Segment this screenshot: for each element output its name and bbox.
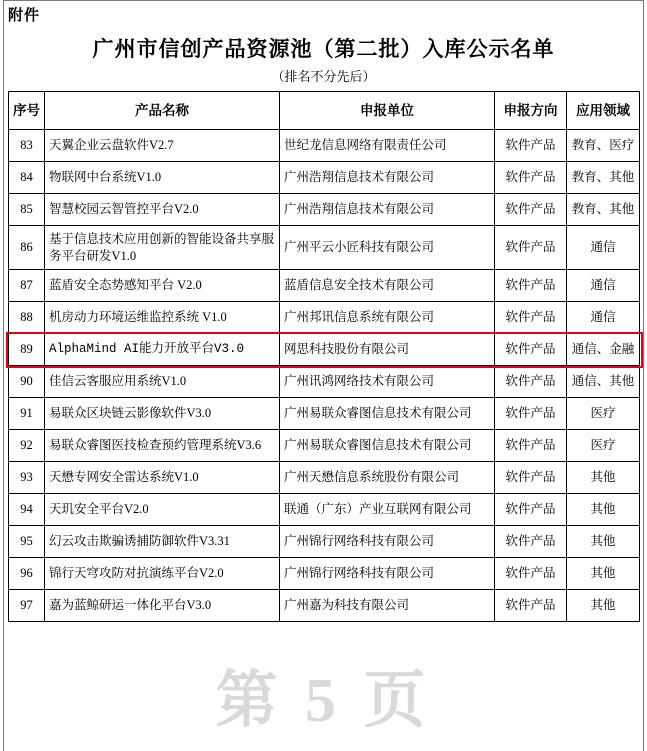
cell-direction: 软件产品 — [495, 226, 567, 270]
table-row — [9, 270, 640, 302]
product-listing-table — [8, 91, 640, 622]
cell-no: 86 — [9, 226, 45, 270]
cell-field: 通信、其他 — [567, 366, 640, 398]
table-row — [9, 558, 640, 590]
cell-direction: 软件产品 — [495, 162, 567, 194]
cell-no: 97 — [9, 590, 45, 622]
cell-direction: 软件产品 — [495, 194, 567, 226]
cell-field: 通信 — [567, 302, 640, 334]
table-row — [9, 162, 640, 194]
cell-direction: 软件产品 — [495, 494, 567, 526]
cell-organization: 广州浩翔信息技术有限公司 — [280, 162, 495, 194]
title-block — [4, 28, 643, 91]
cell-product-name: 物联网中台系统V1.0 — [45, 162, 280, 194]
cell-field: 通信 — [567, 226, 640, 270]
table-row — [9, 494, 640, 526]
cell-organization: 网思科技股份有限公司 — [280, 334, 495, 366]
cell-organization: 联通（广东）产业互联网有限公司 — [280, 494, 495, 526]
table-row — [9, 130, 640, 162]
cell-field: 其他 — [567, 462, 640, 494]
cell-product-name: 基于信息技术应用创新的智能设备共享服务平台研发V1.0 — [45, 226, 280, 270]
cell-no: 92 — [9, 430, 45, 462]
cell-organization: 广州易联众睿图信息技术有限公司 — [280, 398, 495, 430]
cell-product-name: 天玑安全平台V2.0 — [45, 494, 280, 526]
cell-no: 90 — [9, 366, 45, 398]
cell-direction: 软件产品 — [495, 302, 567, 334]
cell-product-name: 嘉为蓝鲸研运一体化平台V3.0 — [45, 590, 280, 622]
cell-no: 88 — [9, 302, 45, 334]
table-row — [9, 398, 640, 430]
page-subtitle: （排名不分先后） — [271, 69, 376, 85]
table-row — [9, 590, 640, 622]
cell-direction: 软件产品 — [495, 430, 567, 462]
cell-product-name: 幻云攻击欺骗诱捕防御软件V3.31 — [45, 526, 280, 558]
cell-direction: 软件产品 — [495, 334, 567, 366]
cell-organization: 广州嘉为科技有限公司 — [280, 590, 495, 622]
table-row — [9, 194, 640, 226]
cell-no: 85 — [9, 194, 45, 226]
attachment-label: 附件 — [8, 8, 41, 24]
cell-no: 89 — [9, 334, 45, 366]
cell-direction: 软件产品 — [495, 558, 567, 590]
cell-organization: 广州锦行网络科技有限公司 — [280, 558, 495, 590]
page-frame-top — [3, 0, 644, 1]
cell-organization: 广州浩翔信息技术有限公司 — [280, 194, 495, 226]
cell-field: 医疗 — [567, 398, 640, 430]
cell-direction: 软件产品 — [495, 526, 567, 558]
cell-direction: 软件产品 — [495, 590, 567, 622]
document-body — [4, 28, 643, 622]
cell-field: 通信、金融 — [567, 334, 640, 366]
page-number-watermark: 第 5 页 — [215, 667, 432, 735]
cell-organization: 广州邦讯信息系统有限公司 — [280, 302, 495, 334]
cell-field: 医疗 — [567, 430, 640, 462]
cell-product-name: 机房动力环境运维监控系统 V1.0 — [45, 302, 280, 334]
cell-direction: 软件产品 — [495, 398, 567, 430]
cell-no: 83 — [9, 130, 45, 162]
cell-direction: 软件产品 — [495, 462, 567, 494]
cell-field: 教育、医疗 — [567, 130, 640, 162]
cell-product-name: 易联众区块链云影像软件V3.0 — [45, 398, 280, 430]
cell-product-name: 天懋专网安全雷达系统V1.0 — [45, 462, 280, 494]
table-body — [9, 130, 640, 622]
cell-no: 95 — [9, 526, 45, 558]
cell-no: 96 — [9, 558, 45, 590]
column-header-no: 序号 — [9, 92, 45, 130]
table-row — [9, 226, 640, 270]
cell-organization: 广州锦行网络科技有限公司 — [280, 526, 495, 558]
table-row — [9, 334, 640, 366]
cell-organization: 蓝盾信息安全技术有限公司 — [280, 270, 495, 302]
table-row — [9, 302, 640, 334]
cell-field: 其他 — [567, 558, 640, 590]
cell-product-name: 易联众睿图医技检查预约管理系统V3.6 — [45, 430, 280, 462]
cell-organization: 广州天懋信息系统股份有限公司 — [280, 462, 495, 494]
cell-product-name: 智慧校园云智管控平台V2.0 — [45, 194, 280, 226]
table-header — [9, 92, 640, 130]
cell-field: 其他 — [567, 590, 640, 622]
page-title: 广州市信创产品资源池（第二批）入库公示名单 — [92, 37, 555, 61]
cell-product-name: AlphaMind AI能力开放平台V3.0 — [45, 334, 280, 366]
cell-field: 其他 — [567, 494, 640, 526]
cell-organization: 广州讯鸿网络技术有限公司 — [280, 366, 495, 398]
cell-product-name: 蓝盾安全态势感知平台 V2.0 — [45, 270, 280, 302]
cell-no: 87 — [9, 270, 45, 302]
cell-organization: 世纪龙信息网络有限责任公司 — [280, 130, 495, 162]
column-header-product-name: 产品名称 — [45, 92, 280, 130]
cell-direction: 软件产品 — [495, 270, 567, 302]
cell-no: 84 — [9, 162, 45, 194]
cell-organization: 广州平云小匠科技有限公司 — [280, 226, 495, 270]
cell-product-name: 锦行天穹攻防对抗演练平台V2.0 — [45, 558, 280, 590]
table-row — [9, 366, 640, 398]
cell-no: 93 — [9, 462, 45, 494]
cell-no: 94 — [9, 494, 45, 526]
table-row — [9, 430, 640, 462]
cell-direction: 软件产品 — [495, 130, 567, 162]
cell-field: 其他 — [567, 526, 640, 558]
cell-no: 91 — [9, 398, 45, 430]
cell-field: 教育、其他 — [567, 194, 640, 226]
cell-product-name: 佳信云客服应用系统V1.0 — [45, 366, 280, 398]
column-header-organization: 申报单位 — [280, 92, 495, 130]
cell-product-name: 天翼企业云盘软件V2.7 — [45, 130, 280, 162]
page-frame-right — [643, 0, 644, 751]
cell-field: 通信 — [567, 270, 640, 302]
table-row — [9, 462, 640, 494]
cell-field: 教育、其他 — [567, 162, 640, 194]
cell-direction: 软件产品 — [495, 366, 567, 398]
table-header-row — [9, 92, 640, 130]
cell-organization: 广州易联众睿图信息技术有限公司 — [280, 430, 495, 462]
table-row — [9, 526, 640, 558]
column-header-field: 应用领域 — [567, 92, 640, 130]
column-header-direction: 申报方向 — [495, 92, 567, 130]
